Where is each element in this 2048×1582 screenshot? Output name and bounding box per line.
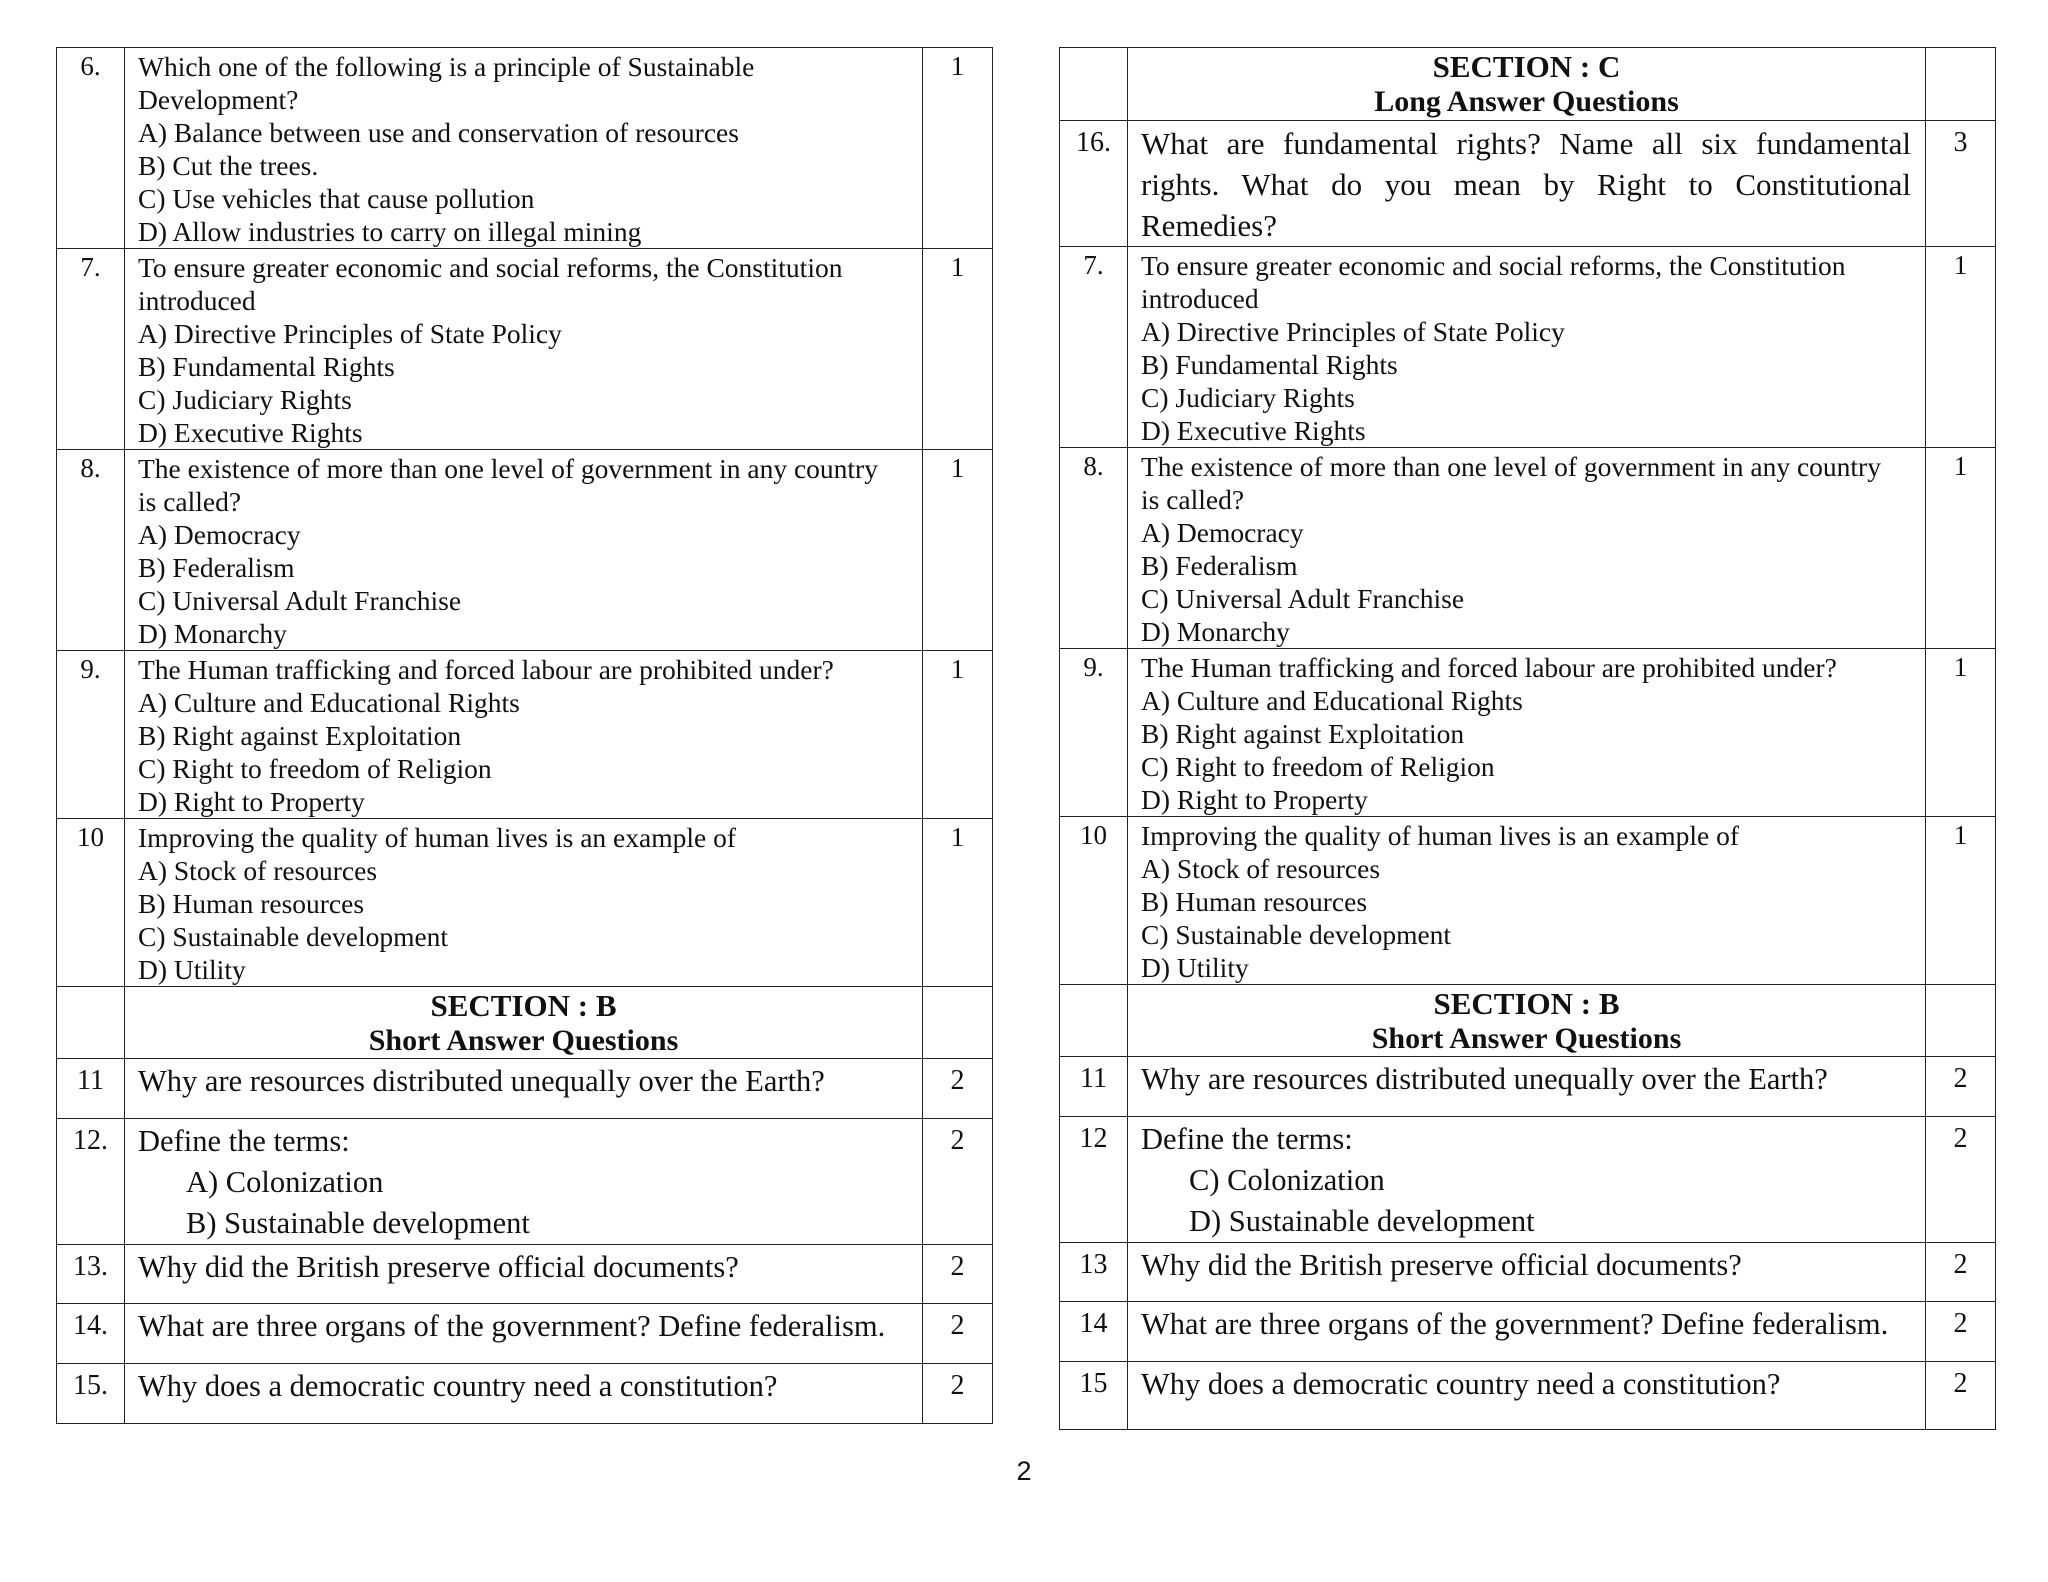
- question-row: [1060, 649, 1996, 817]
- question-body: [1128, 649, 1926, 817]
- question-stem: is called?: [138, 486, 242, 517]
- option-d: D) Monarchy: [138, 618, 287, 649]
- question-stem: The existence of more than one level of government in any country: [1141, 451, 1881, 482]
- section-subtitle: Long Answer Questions: [1374, 85, 1679, 118]
- option-d: D) Right to Property: [1141, 784, 1368, 815]
- question-stem: To ensure greater economic and social reforms, the Constitution: [138, 252, 843, 283]
- term-b: B) Sustainable development: [186, 1206, 530, 1240]
- option-b: B) Federalism: [1141, 550, 1298, 581]
- marks: 2: [1926, 1302, 1996, 1362]
- option-b: B) Right against Exploitation: [1141, 718, 1465, 749]
- option-a: A) Stock of resources: [1141, 853, 1381, 884]
- option-a: A) Culture and Educational Rights: [138, 687, 520, 718]
- marks: 2: [923, 1304, 993, 1364]
- question-text: Why are resources distributed unequally over the Earth?: [125, 1059, 923, 1119]
- term-c: C) Colonization: [1189, 1163, 1385, 1197]
- question-text: Why did the British preserve official documents?: [1128, 1243, 1926, 1302]
- option-c: C) Use vehicles that cause pollution: [138, 183, 535, 214]
- question-text: Why does a democratic country need a constitution?: [1128, 1362, 1926, 1430]
- marks: 2: [1926, 1057, 1996, 1117]
- marks: 1: [923, 450, 993, 651]
- option-d: D) Monarchy: [1141, 616, 1290, 647]
- marks: 1: [923, 819, 993, 987]
- question-number: 9.: [1060, 649, 1128, 817]
- section-header-row: [57, 987, 993, 1059]
- question-body: [125, 651, 923, 819]
- option-b: B) Human resources: [1141, 886, 1368, 917]
- option-a: A) Directive Principles of State Policy: [1141, 316, 1565, 347]
- question-row: [1060, 1302, 1996, 1362]
- option-c: C) Universal Adult Franchise: [138, 585, 462, 616]
- option-b: B) Federalism: [138, 552, 295, 583]
- question-row: [1060, 1243, 1996, 1302]
- question-stem: Development?: [138, 84, 299, 115]
- question-number: 7.: [1060, 247, 1128, 448]
- marks: 1: [923, 48, 993, 249]
- question-number: 9.: [57, 651, 125, 819]
- section-title: SECTION : C: [1432, 49, 1621, 84]
- question-stem: The existence of more than one level of government in any country: [138, 453, 878, 484]
- term-d: D) Sustainable development: [1189, 1204, 1535, 1238]
- question-row: [57, 1119, 993, 1245]
- section-header: [1128, 48, 1926, 121]
- option-b: B) Fundamental Rights: [138, 351, 395, 382]
- question-number: 14: [1060, 1302, 1128, 1362]
- question-text: Define the terms:: [138, 1124, 350, 1158]
- question-stem: Which one of the following is a principle of Sustainable: [138, 51, 755, 82]
- option-c: C) Right to freedom of Religion: [1141, 751, 1495, 782]
- question-text: Why does a democratic country need a constitution?: [125, 1364, 923, 1424]
- question-body: [1128, 1117, 1926, 1243]
- question-number: 10: [57, 819, 125, 987]
- marks: 1: [1926, 817, 1996, 985]
- question-row: [57, 1304, 993, 1364]
- question-number: 8.: [1060, 448, 1128, 649]
- option-d: D) Allow industries to carry on illegal mining: [138, 216, 642, 247]
- marks: 2: [923, 1364, 993, 1424]
- question-number: 10: [1060, 817, 1128, 985]
- question-number: 11: [57, 1059, 125, 1119]
- marks: 1: [923, 651, 993, 819]
- option-a: A) Balance between use and conservation of resources: [138, 117, 739, 148]
- section-title: SECTION : B: [430, 988, 617, 1023]
- question-row: [1060, 121, 1996, 247]
- marks: 2: [1926, 1117, 1996, 1243]
- question-row: [1060, 1362, 1996, 1430]
- option-b: B) Fundamental Rights: [1141, 349, 1398, 380]
- question-stem: The Human trafficking and forced labour are prohibited under?: [1141, 652, 1837, 683]
- question-table-left: [56, 47, 993, 1424]
- question-text: What are fundamental rights? Name all six fundamental rights. What do you mean by Right to Constitutional Remedies?: [1128, 121, 1926, 247]
- question-text: Why are resources distributed unequally over the Earth?: [1128, 1057, 1926, 1117]
- question-stem: To ensure greater economic and social reforms, the Constitution: [1141, 250, 1846, 281]
- marks: 1: [1926, 448, 1996, 649]
- marks: 2: [923, 1119, 993, 1245]
- question-number: 13: [1060, 1243, 1128, 1302]
- question-text: What are three organs of the government? Define federalism.: [1128, 1302, 1926, 1362]
- section-header-row: [1060, 48, 1996, 121]
- question-number: 12: [1060, 1117, 1128, 1243]
- section-subtitle: Short Answer Questions: [368, 1024, 679, 1057]
- option-a: A) Stock of resources: [138, 855, 378, 886]
- option-c: C) Sustainable development: [138, 921, 449, 952]
- question-text: What are three organs of the government? Define federalism.: [125, 1304, 923, 1364]
- marks: 2: [923, 1245, 993, 1304]
- question-row: [1060, 1117, 1996, 1243]
- option-d: D) Executive Rights: [138, 417, 363, 448]
- marks: 2: [1926, 1243, 1996, 1302]
- question-row: [57, 249, 993, 450]
- option-d: D) Utility: [138, 954, 246, 985]
- question-row: [57, 1245, 993, 1304]
- marks: 1: [1926, 247, 1996, 448]
- question-number: 6.: [57, 48, 125, 249]
- question-row: [57, 819, 993, 987]
- question-number: 11: [1060, 1057, 1128, 1117]
- option-a: A) Democracy: [138, 519, 301, 550]
- option-c: C) Right to freedom of Religion: [138, 753, 492, 784]
- section-header: [1128, 985, 1926, 1057]
- section-header: [125, 987, 923, 1059]
- question-text: Define the terms:: [1141, 1122, 1353, 1156]
- question-stem: The Human trafficking and forced labour are prohibited under?: [138, 654, 834, 685]
- question-body: [1128, 817, 1926, 985]
- question-number: 15.: [57, 1364, 125, 1424]
- marks: 2: [923, 1059, 993, 1119]
- question-number: 13.: [57, 1245, 125, 1304]
- question-stem: introduced: [138, 285, 256, 316]
- question-row: [1060, 817, 1996, 985]
- question-row: [1060, 1057, 1996, 1117]
- marks: 1: [1926, 649, 1996, 817]
- question-body: [1128, 247, 1926, 448]
- question-stem: introduced: [1141, 283, 1259, 314]
- option-c: C) Judiciary Rights: [1141, 382, 1355, 413]
- question-row: [57, 1059, 993, 1119]
- question-number: 12.: [57, 1119, 125, 1245]
- question-row: [1060, 448, 1996, 649]
- option-a: A) Culture and Educational Rights: [1141, 685, 1523, 716]
- question-number: 15: [1060, 1362, 1128, 1430]
- page-number: 2: [1016, 1456, 1032, 1486]
- section-title: SECTION : B: [1433, 986, 1620, 1021]
- question-number: 8.: [57, 450, 125, 651]
- question-row: [57, 651, 993, 819]
- option-b: B) Cut the trees.: [138, 150, 319, 181]
- question-number: 16.: [1060, 121, 1128, 247]
- option-a: A) Directive Principles of State Policy: [138, 318, 562, 349]
- question-body: [125, 48, 923, 249]
- question-text: Why did the British preserve official documents?: [125, 1245, 923, 1304]
- question-body: [125, 249, 923, 450]
- question-body: [125, 450, 923, 651]
- option-c: C) Universal Adult Franchise: [1141, 583, 1465, 614]
- option-d: D) Right to Property: [138, 786, 365, 817]
- marks: 3: [1926, 121, 1996, 247]
- option-d: D) Executive Rights: [1141, 415, 1366, 446]
- option-b: B) Human resources: [138, 888, 365, 919]
- section-subtitle: Short Answer Questions: [1371, 1022, 1682, 1055]
- question-stem: Improving the quality of human lives is an example of: [138, 822, 736, 853]
- question-body: [125, 819, 923, 987]
- term-a: A) Colonization: [186, 1165, 384, 1199]
- marks: 2: [1926, 1362, 1996, 1430]
- question-body: [1128, 448, 1926, 649]
- question-stem: is called?: [1141, 484, 1245, 515]
- question-row: [57, 450, 993, 651]
- question-number: 7.: [57, 249, 125, 450]
- option-d: D) Utility: [1141, 952, 1249, 983]
- question-table-right: [1059, 47, 1996, 1430]
- marks: 1: [923, 249, 993, 450]
- question-stem: Improving the quality of human lives is an example of: [1141, 820, 1739, 851]
- option-c: C) Judiciary Rights: [138, 384, 352, 415]
- option-c: C) Sustainable development: [1141, 919, 1452, 950]
- question-row: [57, 48, 993, 249]
- question-body: [125, 1119, 923, 1245]
- question-row: [1060, 247, 1996, 448]
- option-b: B) Right against Exploitation: [138, 720, 462, 751]
- question-number: 14.: [57, 1304, 125, 1364]
- section-header-row: [1060, 985, 1996, 1057]
- option-a: A) Democracy: [1141, 517, 1304, 548]
- question-row: [57, 1364, 993, 1424]
